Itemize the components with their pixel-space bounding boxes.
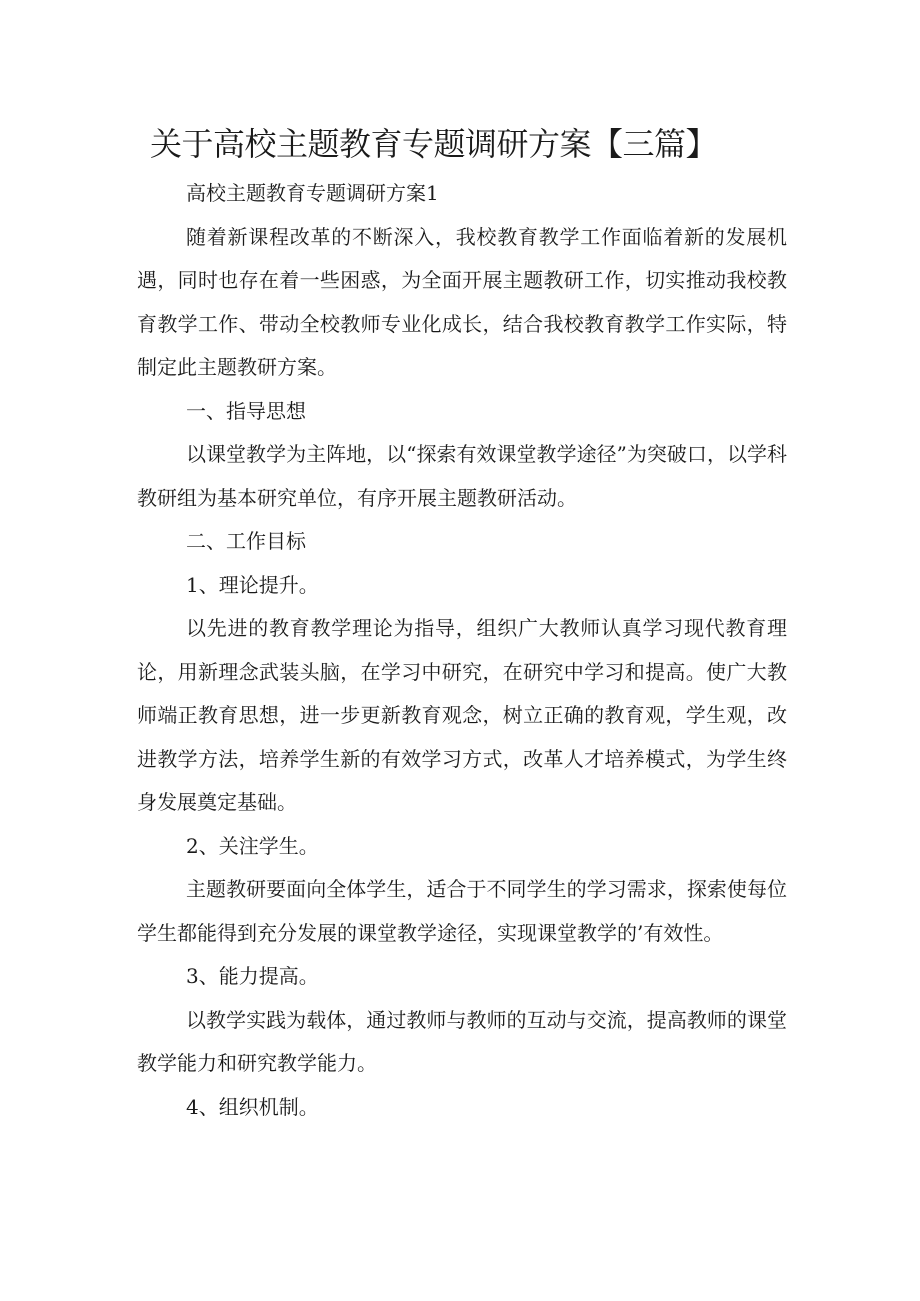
goal-heading-students: 2、关注学生。 bbox=[186, 833, 319, 858]
document-title: 关于高校主题教育专题调研方案【三篇】 bbox=[150, 125, 718, 163]
intro-paragraph: 随着新课程改革的不断深入，我校教育教学工作面临着新的发展机遇，同时也存在着一些困惑，为全面开展主题教研工作，切实推动我校教育教学工作、带动全校教师专业化成长，结合我校教育教学工作实际，特制定此主题教研方案。 bbox=[137, 224, 787, 379]
guiding-thought-paragraph: 以课堂教学为主阵地，以“探索有效课堂教学途径”为突破口，以学科教研组为基本研究单位，有序开展主题教研活动。 bbox=[137, 442, 787, 510]
goal-students-paragraph: 主题教研要面向全体学生，适合于不同学生的学习需求，探索使每位学生都能得到充分发展的课堂教学途径，实现课堂教学的’有效性。 bbox=[137, 877, 787, 945]
document-body bbox=[137, 172, 787, 1129]
subtitle-paragraph: 高校主题教育专题调研方案1 bbox=[186, 181, 439, 205]
goal-ability-paragraph: 以教学实践为载体，通过教师与教师的互动与交流，提高教师的课堂教学能力和研究教学能力。 bbox=[137, 1007, 787, 1075]
goal-heading-theory: 1、理论提升。 bbox=[186, 572, 319, 597]
goal-heading-organization: 4、组织机制。 bbox=[186, 1094, 319, 1119]
section-heading-guiding-thought: 一、指导思想 bbox=[186, 398, 306, 423]
goal-theory-paragraph: 以先进的教育教学理论为指导，组织广大教师认真学习现代教育理论，用新理念武装头脑，在学习中研究，在研究中学习和提高。使广大教师端正教育思想，进一步更新教育观念，树立正确的教育观，学生观，改进教学方法，培养学生新的有效学习方式，改革人才培养模式，为学生终身发展奠定基础。 bbox=[137, 616, 787, 814]
section-heading-work-goals: 二、工作目标 bbox=[186, 529, 306, 553]
goal-heading-ability: 3、能力提高。 bbox=[186, 964, 319, 988]
